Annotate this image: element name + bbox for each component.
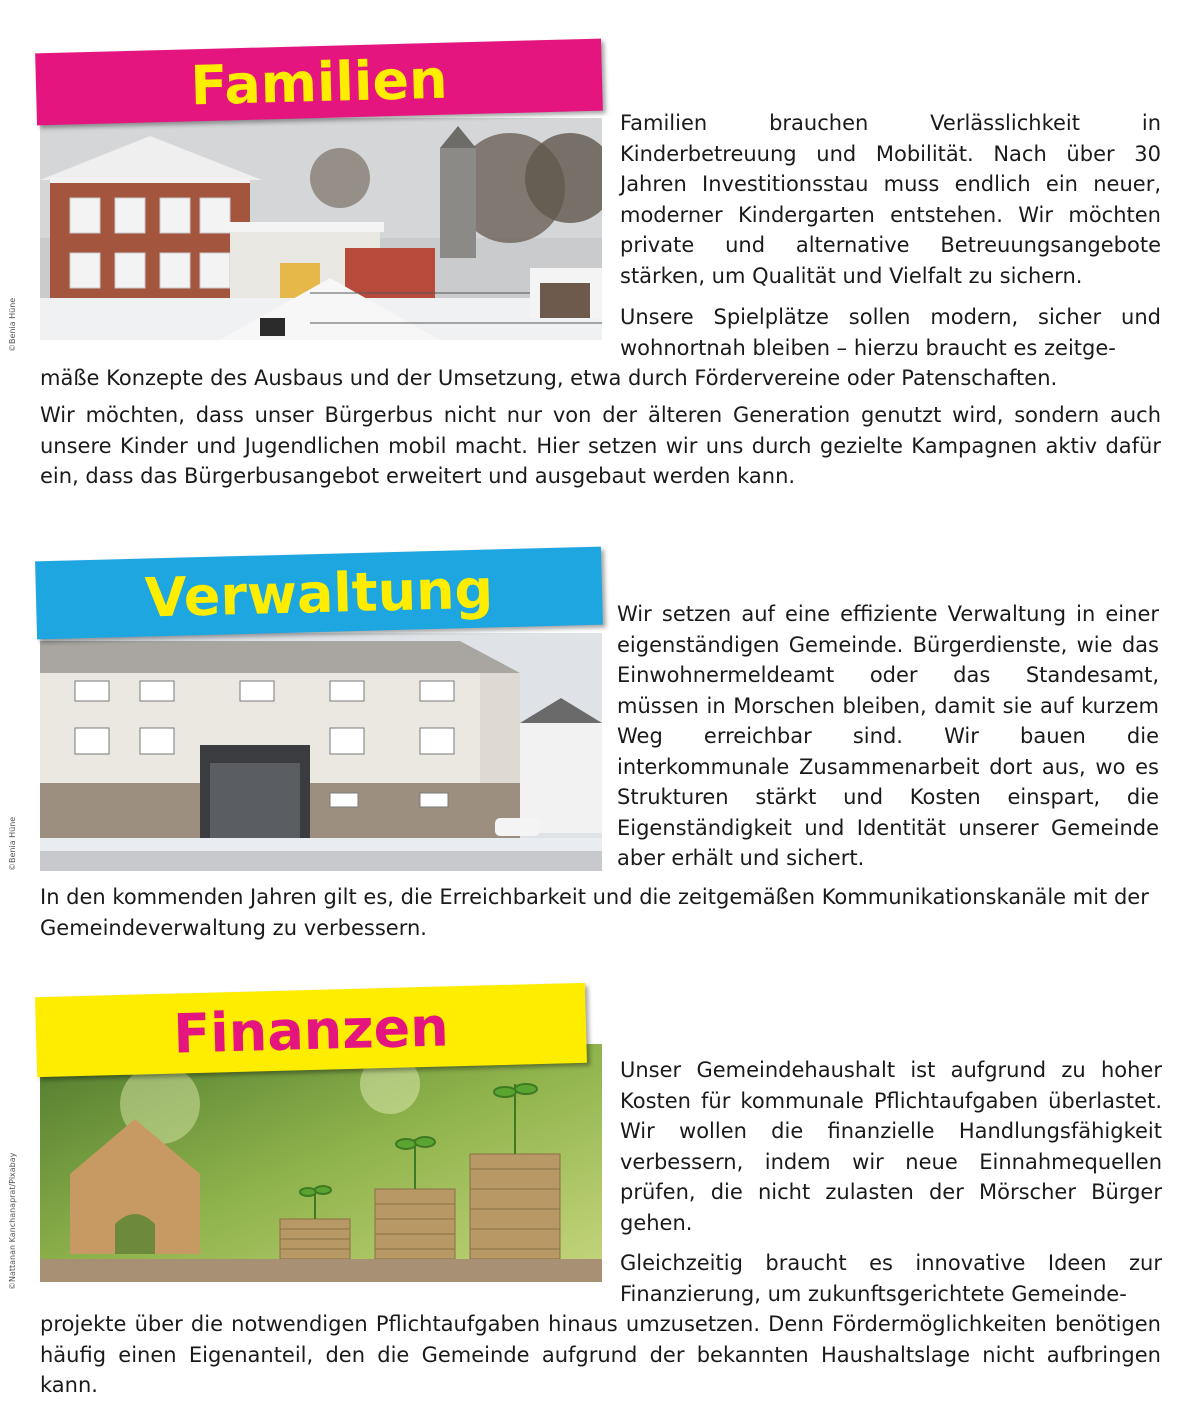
familien-paragraph-3: Wir möchten, dass unser Bürgerbus nicht nur von der älteren Generation genutzt wird, sondern auch unsere Kinder und Jugendlichen mobil macht. Hier setzen wir uns durch gezielte Kampagnen aktiv dafür ein, dass das Bürgerbusangebot erweitert und ausgebaut werden kann.	[40, 403, 1161, 488]
familien-photo	[40, 118, 602, 340]
familien-paragraph-1: Familien brauchen Verlässlichkeit in Kinderbetreuung und Mobilität. Nach über 30 Jahren Investitionsstau muss endlich ein neuer, moderner Kindergarten entstehen. Wir möchten private und alternative Betreuungsangebote stärken, um Qualität und Vielfalt zu sichern.	[620, 111, 1161, 288]
familien-heading: Familien	[35, 39, 603, 126]
verwaltung-photo	[40, 633, 602, 871]
finanzen-paragraph-1: Unser Gemeindehaushalt ist aufgrund zu hoher Kosten für kommunale Pflichtaufgaben überlastet. Wir wollen die finanzielle Handlungsfähigkeit verbessern, indem wir neue Einnahmequellen prüfen, die nicht zulasten der Mörscher Bürger gehen.	[620, 1058, 1162, 1235]
finanzen-heading: Finanzen	[35, 983, 587, 1077]
verwaltung-paragraph-2: In den kommenden Jahren gilt es, die Erreichbarkeit und die zeitgemäßen Kommunikationskanäle mit der Gemeindeverwaltung zu verbessern.	[40, 885, 1149, 940]
verwaltung-heading: Verwaltung	[35, 547, 603, 640]
finanzen-paragraph-2b: projekte über die notwendigen Pflichtaufgaben hinaus umzusetzen. Denn Fördermöglichkeiten benötigen häufig einen Eigenanteil, den die Gemeinde aufgrund der bekannten Haushaltslage nicht aufbringen kann.	[40, 1312, 1161, 1397]
verwaltung-paragraph-1: Wir setzen auf eine effiziente Verwaltung in einer eigenständigen Gemeinde. Bürgerdienste, wie das Einwohnermeldeamt oder das Standesamt, müssen in Morschen bleiben, damit sie auf kurzem Weg erreichbar sind. Wir bauen die interkommunale Zusammenarbeit dort aus, wo es Strukturen stärkt und Kosten einspart, die Eigenständigkeit und Identität unserer Gemeinde aber erhält und sichert.	[617, 602, 1159, 870]
photo-credit: ©Benia Hüne	[8, 297, 17, 352]
finanzen-paragraph-2a: Gleichzeitig braucht es innovative Ideen zur Finanzierung, um zukunftsgerichtete Gemeinde-	[620, 1251, 1162, 1306]
familien-paragraph-2b: mäße Konzepte des Ausbaus und der Umsetzung, etwa durch Fördervereine oder Patenschaften.	[40, 366, 1058, 390]
finanzen-photo	[40, 1044, 602, 1282]
photo-credit: ©Benia Hüne	[8, 816, 17, 871]
town-hall-building-photo-icon	[40, 633, 602, 871]
kindergarten-building-photo-icon	[40, 118, 602, 340]
familien-paragraph-2a: Unsere Spielplätze sollen modern, sicher und wohnortnah bleiben – hierzu braucht es zeitge-	[620, 305, 1161, 360]
wooden-house-coins-photo-icon	[40, 1044, 602, 1282]
photo-credit: ©Nattanan Kanchanaprat/Pixabay	[8, 1152, 17, 1290]
